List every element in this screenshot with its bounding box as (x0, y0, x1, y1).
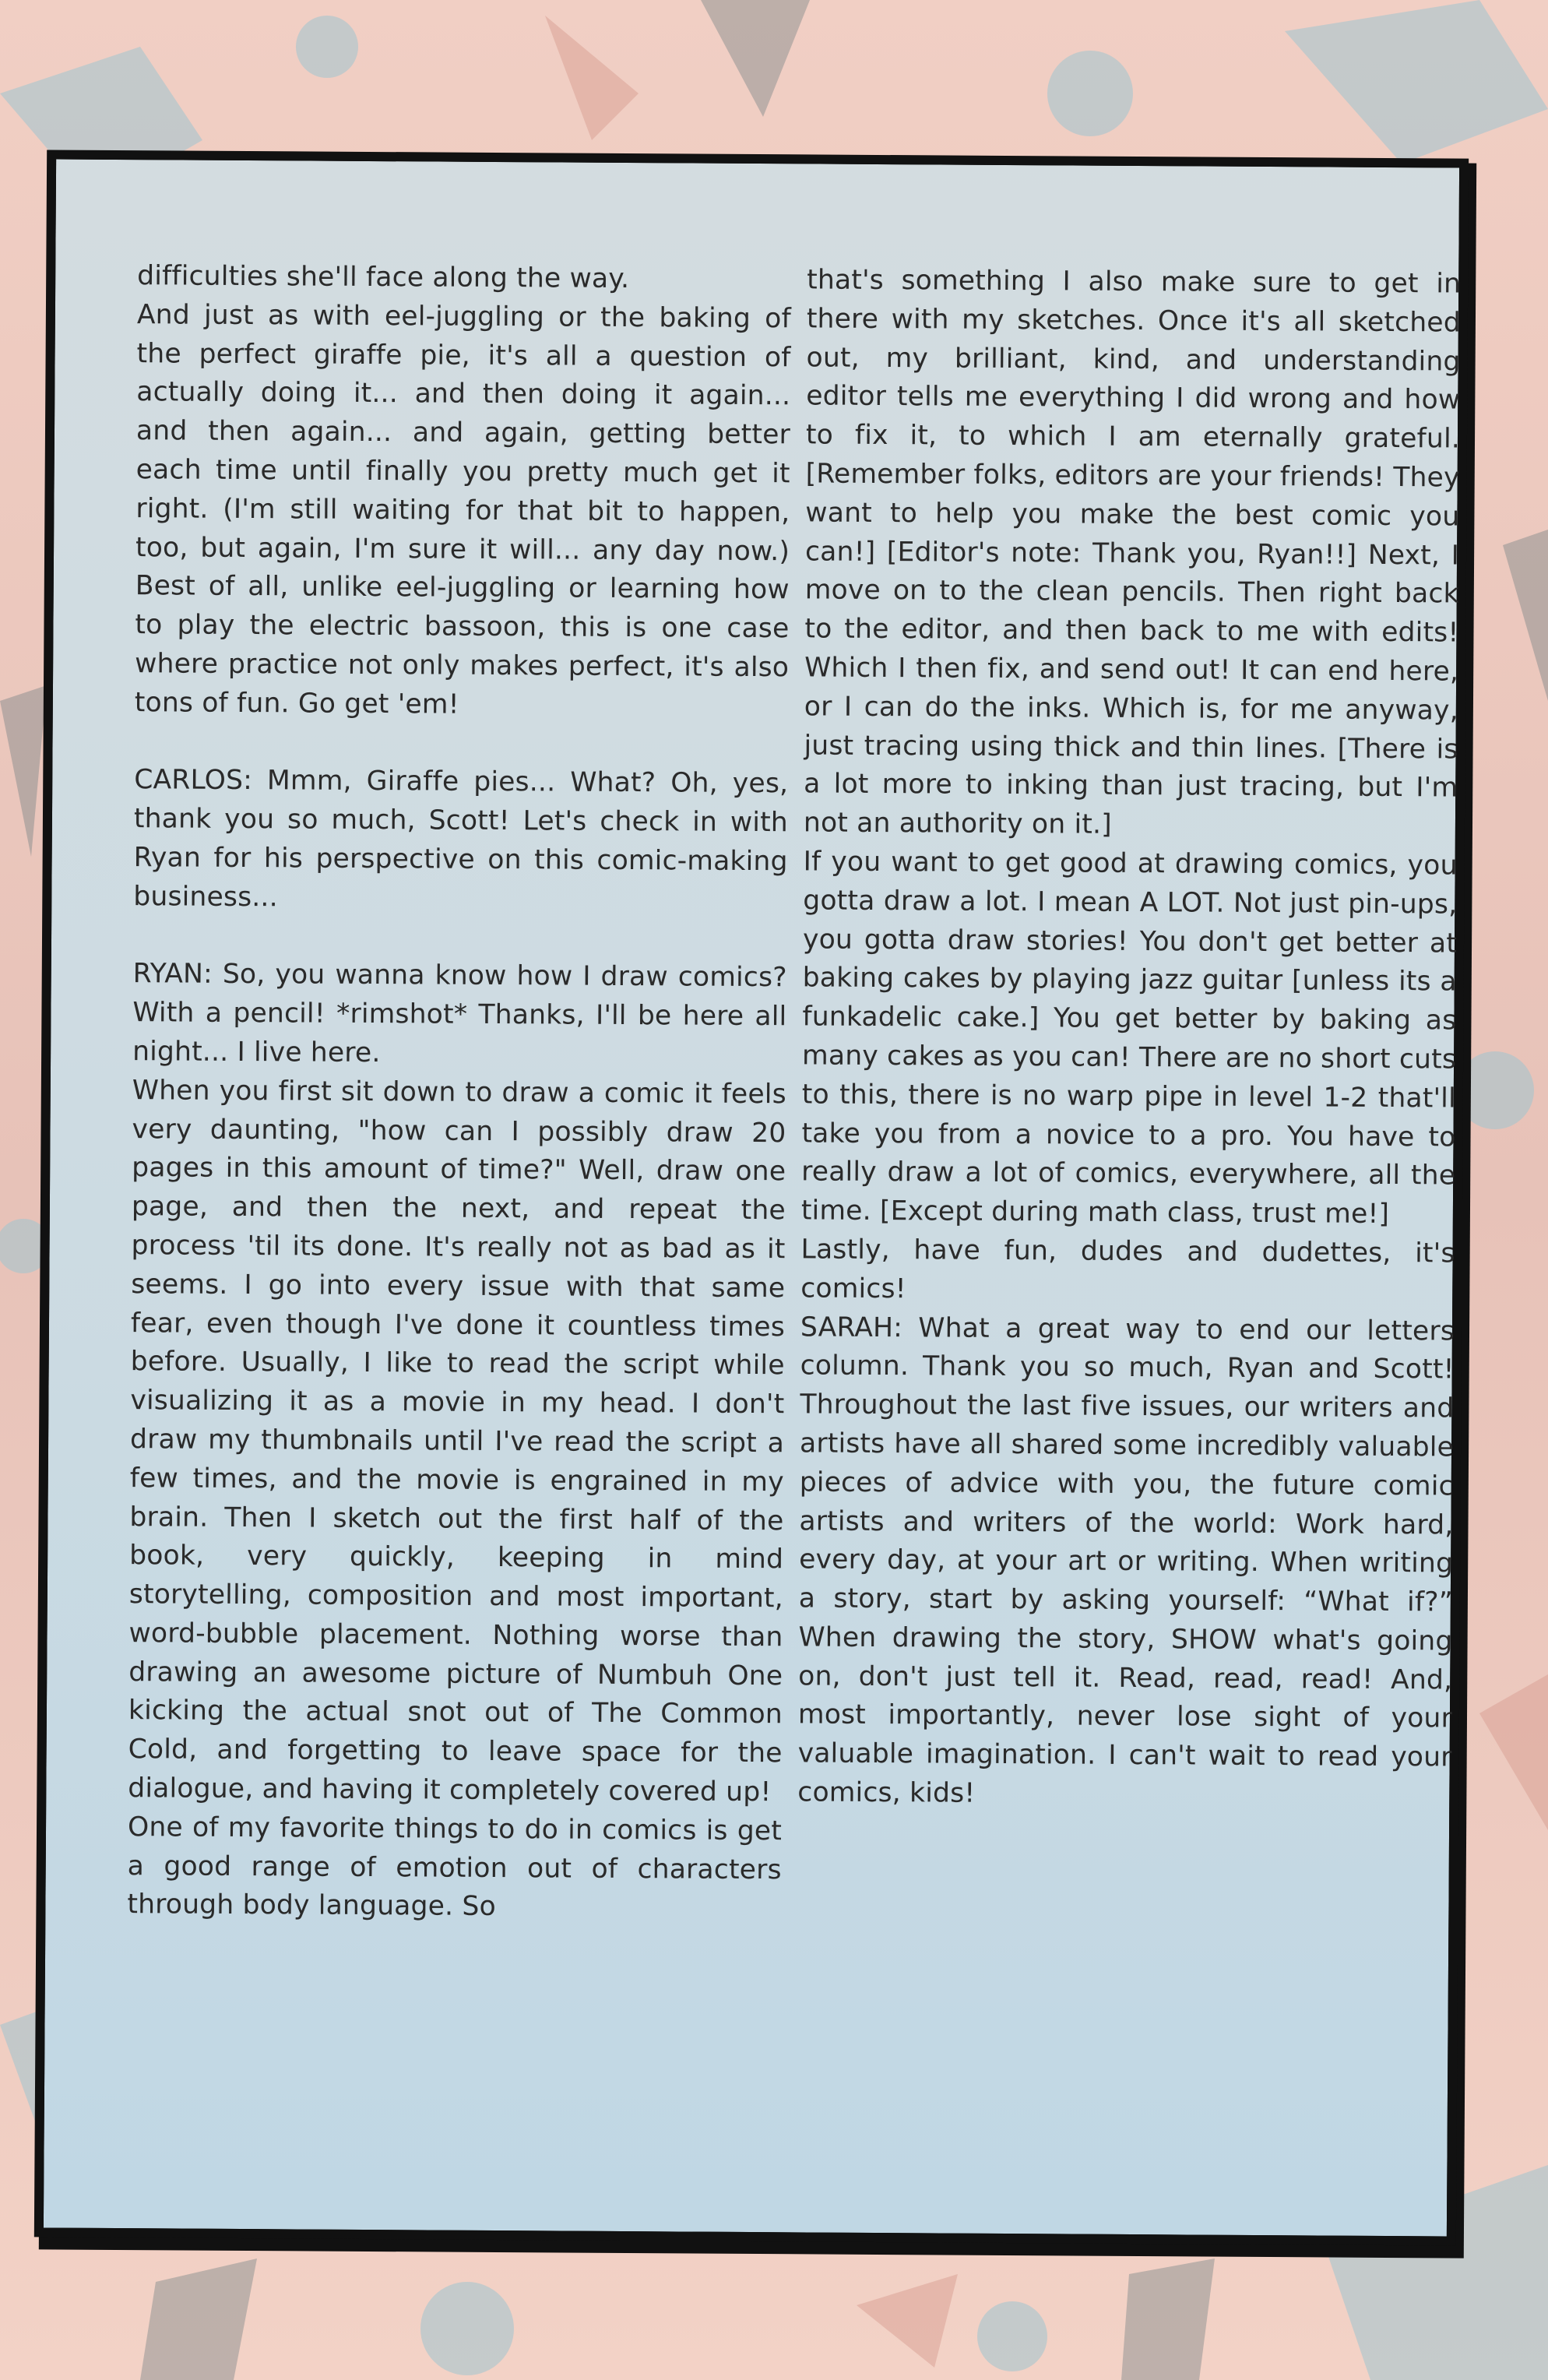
paragraph: When you first sit down to draw a comic it feels very daunting, "how can I possibly draw 20 pages in this amount of time?" Well, draw one page, and then the next, and repeat the process 'til its done. It's really not as bad as it seems. I go into every issue with that same fear, even though I've done it countless times before. Usually, I like to read the script while visualizing it as a movie in my head. I don't draw my thumbnails until I've read the script a few times, and the movie is engrained in my brain. Then I sketch out the first half of the book, very quickly, keeping in mind storytelling, composition and most important, word-bubble placement. Nothing worse than drawing an awesome picture of Numbuh One kicking the actual snot out of The Common Cold, and forgetting to leave space for the dialogue, and having it completely covered up! (128, 1074, 786, 1808)
paragraph: If you want to get good at drawing comics, you gotta draw a lot. I mean A LOT. Not just pin-ups, you gotta draw stories! You don't get better at baking cakes by playing jazz guitar [unless its a funkadelic cake.] You get better by baking as many cakes as you can! There are no short cuts to this, there is no warp pipe in level 1-2 that'll take you from a novice to a pro. You have to really draw a lot of comics, everywhere, all the time. [Except during math class, trust me!] (800, 846, 1458, 1230)
paragraph: RYAN: So, you wanna know how I draw comics? With a pencil! *rimshot* Thanks, I'll be here all night... I live here. (132, 958, 787, 1069)
paragraph: Lastly, have fun, dudes and dudettes, it's comics! (800, 1234, 1455, 1304)
left-column (127, 257, 791, 1928)
paragraph: that's something I also make sure to get in there with my sketches. Once it's all sketched out, my brilliant, kind, and understanding editor tells me everything I did wrong and how to fix it, to which I am eternally grateful. [Remember folks, editors are your friends! They want to help you make the best comic you can!] [Editor's note: Thank you, Ryan!!] Next, I move on to the clean pencils. Then right back to the editor, and then back to me with edits! Which I then fix, and send out! It can end here, or I can do the inks. Which is, for me anyway, just tracing using thick and thin lines. [There is a lot more to inking than just tracing, but I'm not an authority on it.] (803, 264, 1462, 840)
paragraph: One of my favorite things to do in comics is get a good range of emotion out of characters through body language. So (127, 1811, 783, 1923)
paragraph: And just as with eel-juggling or the baking of the perfect giraffe pie, it's all a question of actually doing it... and then doing it again... and then again... and again, getting better each time until finally you pretty much get it right. (I'm still waiting for that bit to happen, too, but again, I'm sure it will... any day now.) Best of all, unlike eel-juggling or learning how to play the electric bassoon, this is one case where practice not only makes perfect, it's also tons of fun. Go get 'em! (134, 298, 792, 720)
right-column (797, 261, 1461, 1816)
paragraph: difficulties she'll face along the way. (137, 260, 630, 295)
letters-column-panel (34, 150, 1469, 2245)
paragraph: SARAH: What a great way to end our letters column. Thank you so much, Ryan and Scott! Throughout the last five issues, our writers and artists have all shared some incredibly valuable pieces of advice with you, the future comic artists and writers of the world: Work hard, every day, at your art or writing. When writing a story, start by asking yourself: “What if?” When drawing the story, SHOW what's going on, don't just tell it. Read, read, read! And, most importantly, never lose sight of your valuable imagination. I can't wait to read your comics, kids! (797, 1311, 1455, 1809)
paragraph: CARLOS: Mmm, Giraffe pies... What? Oh, yes, thank you so much, Scott! Let's check in with Ryan for his perspective on this comic-making business... (133, 764, 789, 914)
